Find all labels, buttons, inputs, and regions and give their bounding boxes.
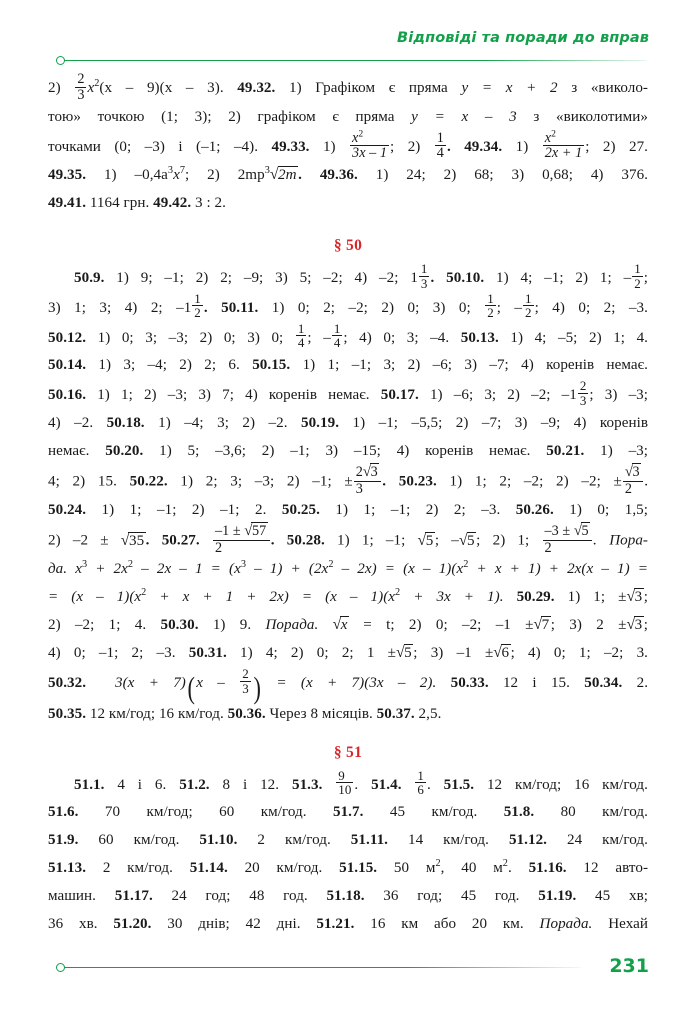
exercise-number: . 50.23. — [382, 473, 437, 490]
exercise-number: 51.3. — [291, 776, 323, 793]
fraction-one-half: $\frac{1}{2}$ — [487, 290, 494, 321]
exercise-number: 51.16. — [528, 860, 567, 877]
fraction-two-thirds: $\frac{2}{3}$ — [579, 378, 587, 408]
exercise-number: 50.24. — [48, 502, 87, 519]
radical-2m: √2m — [269, 166, 297, 183]
exercise-number: 51.5. — [443, 776, 475, 793]
exercise-number: 51.18. — [326, 888, 365, 905]
exercise-number: 49.35. — [48, 167, 87, 183]
fraction-one-third: $\frac{1}{3}$ — [420, 261, 428, 291]
answer-line-49-32-cont: тою» точкою (1; 3); 2) графіком є пряма y = x – 3 з «виколотими» — [48, 108, 648, 125]
answer-line-50-30: 2) –2; 1; 4. 50.30. 1) 9. Порада. √x = t; 2) 0; –2; –1 ±√7; 3) 2 ±√3; — [48, 611, 648, 639]
exercise-number: . 50.10. — [430, 269, 485, 286]
exercise-number: 49.41. — [48, 195, 87, 211]
exercise-number: 51.1. — [74, 776, 105, 793]
exercise-number: 50.36. — [227, 705, 266, 722]
fraction-root3-over-2: $\frac{√3}{2}$ — [623, 465, 643, 496]
answer-line-50-14: 50.14. 1) 3; –4; 2) 2; 6. 50.15. 1) 1; –1; 3; 2) –6; 3) –7; 4) коренів немає. — [48, 357, 649, 374]
exercise-number: 50.26. — [515, 502, 554, 519]
answers-content — [48, 72, 648, 938]
radical-3: √3 — [626, 616, 643, 634]
exercise-number: 49.32. — [237, 79, 276, 96]
exercise-number: 51.11. — [350, 832, 388, 849]
fraction-two-thirds: $\frac{2}{3}$ — [242, 666, 249, 696]
radical-35: √35 — [120, 531, 145, 549]
fraction-one-half: $\frac{1}{2}$ — [525, 290, 532, 321]
answer-line-50-12: 50.12. 1) 0; 3; –3; 2) 0; 3) 0; $\frac{1}{4}$ ; – $\frac{1}{4}$ ; 4) 0; 3; –4. 50.13. 1) 4; –5; 2) 1; 4. — [48, 320, 649, 351]
exercise-number: 50.32. — [48, 675, 87, 692]
fraction-one-half: $\frac{1}{2}$ — [634, 261, 641, 291]
header-rule — [56, 56, 646, 66]
exercise-number: 51.14. — [189, 860, 228, 877]
answer-line-51-6: 51.6. 70 км/год; 60 км/год. 51.7. 45 км/год. 51.8. 80 км/год. — [48, 804, 648, 821]
exercise-number: 50.12. — [48, 329, 87, 346]
answer-line-51-17: машин. 51.17. 24 год; 48 год. 51.18. 36 год; 45 год. 51.19. 45 хв; — [48, 888, 649, 905]
exercise-number: 50.13. — [460, 329, 499, 346]
exercise-number: 50.33. — [450, 675, 489, 692]
answer-line-50-22: 4; 2) 15. 50.22. 1) 2; 3; –3; 2) –1; ± $\frac{2√3}{3}$ . 50.23. 1) 1; 2; –2; 2) –2; ± $\frac{√3}{2}$ . — [48, 464, 649, 497]
fraction-one-fourth: $\frac{1}{4}$ — [333, 320, 341, 351]
exercise-number: 50.30. — [160, 617, 199, 634]
fraction-x2-over-2x-1: $\frac{x^2}{2x + 1}$ — [544, 127, 583, 162]
exercise-number: 50.9. — [74, 269, 105, 286]
exercise-number: 51.9. — [48, 832, 79, 849]
section-heading-50: § 50 — [333, 237, 363, 254]
answer-line-51-1: 51.1. 4 і 6. 51.2. 8 і 12. 51.3. $\frac{9}{10}$ . 51.4. $\frac{1}{6}$ . 51.5. 12 км/год; 16 км/год. — [74, 767, 648, 798]
footer-rule — [56, 963, 581, 973]
exercise-number: 51.8. — [503, 804, 535, 821]
exercise-number: 50.31. — [188, 645, 227, 662]
exercise-number: 50.34. — [584, 675, 623, 692]
answer-line-50-9: 50.9. 1) 9; –1; 2) 2; –9; 3) 5; –2; 4) –2; 1 $\frac{1}{3}$ . 50.10. 1) 4; –1; 2) 1; – $\frac{1}{2}$ ; — [74, 261, 648, 291]
exercise-number: 51.6. — [48, 804, 79, 821]
exercise-number: 50.21. — [546, 443, 585, 460]
exercise-number: . 50.28. — [270, 532, 325, 549]
footer-rule-line — [64, 967, 581, 969]
fraction-2root3-over-3: $\frac{2√3}{3}$ — [354, 465, 381, 496]
page-number: 231 — [609, 955, 649, 977]
radical-6: √6 — [493, 644, 510, 662]
exercise-number: 50.15. — [252, 357, 291, 374]
right-paren: ) — [253, 670, 261, 706]
answer-line-51-9: 51.9. 60 км/год. 51.10. 2 км/год. 51.11. 14 км/год. 51.12. 24 км/год. — [48, 832, 648, 849]
fraction-one-third: $\frac{2}{3}$ — [77, 71, 85, 103]
fraction-one-half: $\frac{1}{2}$ — [194, 290, 201, 321]
radical-x: √x — [332, 616, 348, 634]
header-rule-line — [64, 60, 646, 62]
answer-line-50-28-hint: да. $x^3 + 2x^2 - 2x - 1 = (x^3 - 1) + (2x^2 - 2x) = (x - 1)(x^2 + x + 1) + 2x(x - 1)$ = — [48, 559, 649, 578]
exercise-number: 50.25. — [281, 502, 320, 519]
answer-line-50-24: 50.24. 1) 1; –1; 2) –1; 2. 50.25. 1) 1; –1; 2) 2; –3. 50.26. 1) 0; 1,5; — [48, 502, 649, 519]
page-header-title: Відповіді та поради до вправ — [397, 30, 649, 46]
exercise-number: 50.29. — [516, 589, 555, 606]
exercise-number: 50.19. — [300, 415, 340, 432]
exercise-number: 49.42. — [153, 195, 192, 211]
answer-line-50-27: 2) –2 ± √35. 50.27. $\frac{-1 \pm √57}{2}$ . 50.28. 1) 1; –1; √5; –√5; 2) 1; $\frac{-3 \pm √5}{2}$ . Пора- — [48, 523, 649, 556]
answer-line-49-33: точками (0; –3) і (–1; –4). 49.33. 1) $\frac{x^2}{3x - 1}$ ; 2) $\frac{1}{4}$ . 49.34. 1) $\frac{x^2}{2x + 1}$ ; 2) 27. — [48, 127, 648, 162]
radical-3: √3 — [626, 588, 643, 606]
fraction-nine-tenths: $\frac{9}{10}$ — [338, 767, 352, 798]
hint-label: Порада. — [539, 916, 593, 933]
exercise-number: 49.33. — [271, 138, 310, 155]
section-heading-51: § 51 — [333, 743, 363, 761]
fraction-one-fourth: $\frac{1}{4}$ — [297, 320, 305, 351]
answer-line-50-31: 4) 0; –1; 2; –3. 50.31. 1) 4; 2) 0; 2; 1 ±√5; 3) –1 ±√6; 4) 0; 1; –2; 3. — [48, 639, 648, 667]
exercise-number: . 49.36. — [298, 167, 358, 183]
exercise-number: 51.19. — [538, 888, 577, 905]
exercise-number: . 49.34. — [446, 138, 503, 155]
fraction-one-sixth: $\frac{1}{6}$ — [417, 767, 424, 798]
exercise-number: 51.2. — [179, 776, 210, 793]
exercise-number: 50.37. — [376, 705, 415, 722]
exercise-number: 51.7. — [332, 804, 364, 821]
exercise-number: 50.35. — [48, 705, 87, 722]
answer-line-50-18: 4) –2. 50.18. 1) –4; 3; 2) –2. 50.19. 1) –1; –5,5; 2) –7; 3) –9; 4) коренів — [48, 415, 649, 432]
answer-line-50-29: = $(x - 1)(x^2 + x + 1 + 2x) = (x - 1)(x^2 + 3x + 1)$. 50.29. 1) 1; ±√3; — [48, 583, 648, 611]
exercise-number: 51.12. — [508, 832, 547, 849]
exercise-number: 51.15. — [339, 860, 378, 877]
exercise-number: 50.20. — [105, 443, 144, 460]
page-header — [0, 0, 695, 62]
answer-line-51-20: 36 хв. 51.20. 30 днів; 42 дні. 51.21. 16 км або 20 км. Порада. Нехай — [48, 916, 648, 933]
exercise-number: . 50.11. — [203, 299, 259, 316]
left-paren: ( — [187, 670, 195, 706]
exercise-number: 51.17. — [114, 888, 153, 905]
answer-line-50-20: немає. 50.20. 1) 5; –3,6; 2) –1; 3) –15; 4) коренів немає. 50.21. 1) –3; — [48, 443, 649, 460]
exercise-number: 50.17. — [380, 387, 419, 404]
answer-line-51-13: 51.13. 2 км/год. 51.14. 20 км/год. 51.15. 50 $м^2$, 40 $м^2$. 51.16. 12 авто- — [48, 858, 649, 877]
exercise-number: 50.18. — [106, 415, 145, 432]
exercise-number: 50.14. — [48, 357, 87, 374]
answer-line-49-35: 49.35. 1) $-0,4a^3x^7$; 2) $2mp^3√2m$. 49.36. 1) 24; 2) 68; 3) 0,68; 4) 376. — [48, 161, 648, 189]
answer-line-50-11: 3) 1; 3; 4) 2; –1 $\frac{1}{2}$ . 50.11. 1) 0; 2; –2; 2) 0; 3) 0; $\frac{1}{2}$ ; – $\frac{1}{2}$ ; 4) 0; 2; –3. — [48, 290, 648, 321]
exercise-number: . 50.27. — [145, 532, 200, 549]
radical-5: √5 — [417, 531, 434, 549]
radical-5: √5 — [458, 531, 475, 549]
answer-line-49-41: 49.41. 1164 грн. 49.42. 3 : 2. — [48, 195, 226, 211]
exercise-number: 51.21. — [316, 916, 355, 933]
answer-line-50-35: 50.35. 12 км/год; 16 км/год. 50.36. Через 8 місяців. 50.37. 2,5. — [48, 705, 442, 722]
exercise-number: 50.22. — [129, 473, 168, 490]
answer-line-50-32: 50.32. 3(x + 7)(x – $\frac{2}{3}$ ) = (x + 7)(3x – 2). 50.33. 12 і 15. 50.34. 2. — [48, 666, 649, 706]
radical-7: √7 — [533, 616, 550, 634]
exercise-number: 51.10. — [199, 832, 238, 849]
exercise-number: 51.13. — [48, 860, 87, 877]
exercise-number: 51.4. — [371, 776, 402, 793]
fraction-minus1-plusminus-root57-over-2: $\frac{-1 \pm √57}{2}$ — [213, 524, 270, 555]
answer-line-49-32: 2) $\frac{2}{3}$ $x^2(x - 9)(x - 3)$. 49.32. 1) Графіком є пряма y = x + 2 з «виколо- — [48, 71, 648, 103]
answer-line-50-16: 50.16. 1) 1; 2) –3; 3) 7; 4) коренів немає. 50.17. 1) –6; 3; 2) –2; –1 $\frac{2}{3}$ ; 3) –3; — [48, 378, 649, 408]
page-footer — [0, 955, 695, 995]
exercise-number: 50.16. — [48, 387, 87, 404]
fraction-one-fourth: $\frac{1}{4}$ — [436, 129, 444, 162]
fraction-x2-over-3x-1: $\frac{x^2}{3x - 1}$ — [352, 127, 388, 162]
exercise-number: 51.20. — [113, 916, 152, 933]
fraction-minus3-plusminus-root5-over-2: $\frac{-3 \pm √5}{2}$ — [543, 524, 593, 555]
radical-5: √5 — [395, 644, 412, 662]
hint-label: Порада. — [265, 617, 319, 634]
